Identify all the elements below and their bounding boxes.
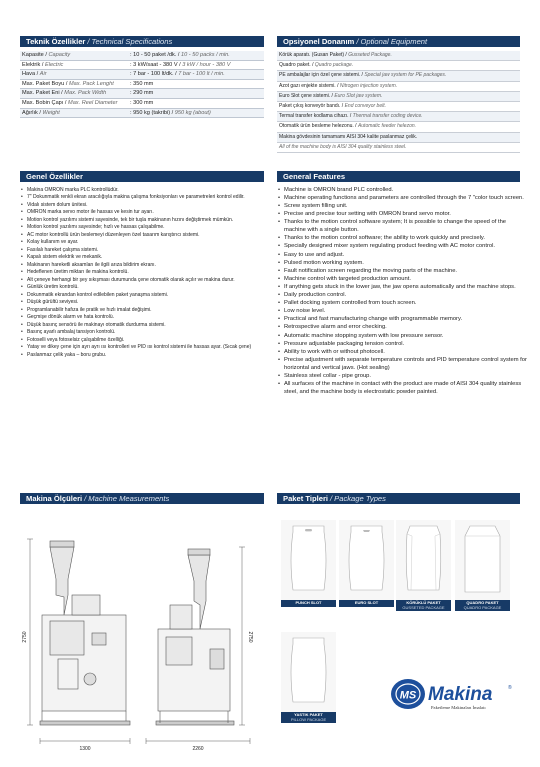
feature-item: • Fasılalı hareket çalışma sistemi. [20, 247, 264, 254]
feature-item: • Fault notification screen regarding the moving parts of the machine. [277, 268, 527, 276]
dims-title-tr: Makina Ölçüleri [26, 494, 83, 503]
feature-item: • Paslanmaz çelik yaka – boru grubu. [20, 352, 264, 359]
optional-title-tr: Opsiyonel Donanım [283, 37, 355, 46]
spec-key: Elektrik / Electric [22, 61, 64, 68]
feature-item: • Low noise level. [277, 308, 527, 316]
feature-item: • Pressure adjustable packaging tension control. [277, 341, 527, 349]
dim-height-right: 2750 [247, 631, 253, 643]
feature-item: • Günlük üretim kontrolü. [20, 284, 264, 291]
feature-item: • Programlanabilir hafıza ile pratik ve hızlı imalat değişimi. [20, 307, 264, 314]
optional-item: Körük aparatı. (Gusan Paket) / Gusseted Package. [277, 51, 520, 61]
spec-key: Kapasite / Capacity [22, 52, 71, 58]
general-features-tr [20, 187, 264, 359]
logo-badge: MS [399, 689, 417, 702]
feature-item: • Basınç ayarlı ambalaj tansiyon kontrolü. [20, 329, 264, 336]
feature-item: • Machine operating functions and parameters are controlled through the 7 "color touch screen. [277, 195, 527, 203]
package-euro-slot [339, 520, 394, 607]
optional-item: Makina gövdesinin tamamamı AISI 304 kalite paslanmaz çelik. [277, 133, 520, 143]
feature-item: • Machine is OMRON brand PLC controlled. [277, 187, 527, 195]
feature-item: • Easy to use and adjust. [277, 252, 527, 260]
optional-item: Quadro paket. / Quadro package. [277, 61, 520, 71]
feature-item: • Specially designed mixer system regulating product feeding with AC motor control. [277, 243, 527, 251]
feature-item: • AC motor kontrollü ürün beslemeyi düzenleyen özel tasarım karıştırıcı sistemi. [20, 232, 264, 239]
feature-item: • Motion kontrol yazılımı sayesinde; hızlı ve hassas çalışabilme. [20, 224, 264, 231]
feature-item: • Yatay ve dikey çene için ayrı ayrı ısı kontrolleri ve PID ısı kontrol sistemi ile hassas ayar. (Sıcak çene) [20, 344, 264, 351]
package-label: QUADRO PAKET QUADRO PACKAGE [455, 600, 510, 611]
package-gusseted [396, 520, 451, 611]
spec-row [20, 80, 264, 90]
feature-item: • Geçmişe dönük alarm ve hata kontrolü. [20, 314, 264, 321]
optional-title-en: Optional Equipment [360, 37, 428, 46]
spec-key: Max. Bobin Çapı / Max. Reel Diameter [22, 99, 118, 106]
euro-slot-bag-icon [339, 520, 394, 600]
spec-value: : 290 mm [130, 90, 154, 97]
feature-item: • Daily production control. [277, 292, 527, 300]
optional-item: Otomatik ürün besleme helezonu. / Automatic feeder helezon. [277, 122, 520, 132]
feature-item: • All surfaces of the machine in contact with the product are made of AISI 304 quality stainless steel, and the machine body is electrostatic powder painted. [277, 381, 527, 397]
optional-equipment-header: Opsiyonel Donanım / Optional Equipment [277, 36, 520, 47]
spec-value: : 300 mm [130, 99, 154, 106]
quadro-bag-icon [455, 520, 510, 600]
feature-item: • Düşük gürültü seviyesi. [20, 299, 264, 306]
package-label: YASTIK PAKET PILLOW PACKAGE [281, 712, 336, 723]
spec-row [20, 109, 264, 119]
feature-item: • Machine control with targeted production amount. [277, 276, 527, 284]
package-types-header: Paket Tipleri / Package Types [277, 493, 520, 504]
package-pillow [281, 632, 336, 723]
feature-item: • Precise adjustment with separate temperature controls and PID temperature control system for horizontal and vertical jaws. (Hot sealing) [277, 357, 527, 373]
package-label: PUNCH SLOT [281, 600, 336, 607]
spec-value: : 350 mm [130, 80, 154, 87]
optional-item: Euro Slot çene sistemi. / Euro Slot jaw system. [277, 92, 520, 102]
general-tr-header [20, 171, 264, 182]
spec-value: : 3 kW/saat - 380 V / 3 kW / hour - 380 V [130, 61, 231, 68]
logo-reg: ® [508, 685, 512, 691]
tech-spec-title-en: Technical Specifications [91, 37, 173, 46]
logo-name: Makina [428, 684, 493, 705]
dim-width-left: 1300 [79, 746, 91, 752]
dim-height-left: 2750 [22, 631, 28, 643]
spec-row [20, 61, 264, 71]
spec-value: : 10 - 50 paket /dk. / 10 - 50 packs / min. [130, 52, 230, 58]
feature-item: • Kapalı sistem elektrik ve mekanik. [20, 254, 264, 261]
feature-item: • Vidalı sistem dolum ünitesi. [20, 202, 264, 209]
general-en-header [277, 171, 520, 182]
pillow-bag-icon [281, 632, 336, 712]
optional-list [277, 51, 520, 153]
spec-row [20, 70, 264, 80]
spec-value: : 7 bar - 100 lt/dk. / 7 bar - 100 lt / min. [130, 71, 225, 78]
dims-title-en: Machine Measurements [88, 494, 170, 503]
packages-title-tr: Paket Tipleri [283, 494, 329, 503]
feature-item: • If anything gets stuck in the lower jaw, the jaw opens automatically and the machine stops. [277, 284, 527, 292]
feature-item: • Automatic machine stopping system with low pressure sensor. [277, 333, 527, 341]
spec-value: : 950 kg (takribi) / 950 kg (about) [130, 109, 211, 116]
spec-key: Max. Paket Boyu / Max. Pack Lenght [22, 80, 114, 87]
optional-item: Termal transfer kodlama cihazı. / Thermal transfer coding device. [277, 112, 520, 122]
feature-item: • Düşük basınç sensörü ile makinayı otomatik durdurma sistemi. [20, 322, 264, 329]
machine-dims-header: Makina Ölçüleri / Machine Measurements [20, 493, 264, 504]
packages-title-en: Package Types [334, 494, 386, 503]
optional-item: PE ambalajlar için özel çene sistemi. / Special jaw system for PE packages. [277, 71, 520, 81]
feature-item: • Makinanın hareketli aksamları ile ilgili arıza bildirim ekranı. [20, 262, 264, 269]
package-label: EURO SLOT [339, 600, 394, 607]
optional-item: Azot gazı enjekte sistemi. / Nitrogen injection system. [277, 82, 520, 92]
spec-key: Ağırlık / Weight [22, 109, 60, 116]
feature-item: • Dokunmatik ekrandan kontrol edilebilen paket yanaşma sistemi. [20, 292, 264, 299]
spec-table [20, 51, 264, 118]
feature-item: • Pulsed motion working system. [277, 260, 527, 268]
feature-item: • Thanks to the motion control software; the ability to work quickly and precisely. [277, 235, 527, 243]
feature-item: • Kolay kullanım ve ayar. [20, 239, 264, 246]
spec-row [20, 51, 264, 61]
dim-width-right: 2260 [192, 746, 204, 752]
feature-item: • OMRON marka servo motor ile hassas ve kesin tur ayarı. [20, 209, 264, 216]
optional-item: Paket çıkış konveyör bandı. / End conveyor belt. [277, 102, 520, 112]
feature-item: • Motion kontrol yazılımı sistemi sayesinde, tek bir tuşla makinanın hızını değiştirmek mümkün. [20, 217, 264, 224]
package-label: KÖRÜKLÜ PAKET GUSSETED PACKAGE [396, 600, 451, 611]
feature-item: • Stainless steel collar - pipe group. [277, 373, 527, 381]
punch-slot-bag-icon [281, 520, 336, 600]
feature-item: • Thanks to the motion control software system; It is possible to change the speed of the machine with a single button. [277, 219, 527, 235]
gusseted-bag-icon [396, 520, 451, 600]
spec-row [20, 89, 264, 99]
feature-item: • Practical and fast manufacturing change with programmable memory. [277, 316, 527, 324]
machine-drawing [20, 509, 264, 759]
feature-item: • Makina OMRON marka PLC kontrollüdür. [20, 187, 264, 194]
makina-logo [388, 670, 518, 720]
spec-key: Hava / Air [22, 71, 47, 78]
feature-item: • Hedeflenen üretim miktarı ile makina kontrolü. [20, 269, 264, 276]
general-features-en [277, 187, 527, 397]
feature-item: • 7" Dokunmatik renkli ekran aracılığıyla makina çalışma fonksiyonları ve parametreleri kontrol edilir. [20, 194, 264, 201]
feature-item: • Pallet docking system controlled from touch screen. [277, 300, 527, 308]
general-tr-title: Genel Özellikler [26, 172, 83, 181]
feature-item: • Alt çeneye herhangi bir şey sıkışması durumunda çene otomatik olarak açılır ve makina durur. [20, 277, 264, 284]
logo-tagline: Paketleme Makinaları İmalatı [431, 705, 486, 710]
feature-item: • Ability to work with or without photocell. [277, 349, 527, 357]
package-punch-slot [281, 520, 336, 607]
feature-item: • Precise and precise tour setting with OMRON brand servo motor. [277, 211, 527, 219]
spec-key: Max. Paket Eni / Max. Pack Width [22, 90, 107, 97]
feature-item: • Retrospective alarm and error checking. [277, 324, 527, 332]
optional-item: All of the machine body is AISI 304 quality stainless steel. [277, 143, 520, 153]
tech-spec-title-tr: Teknik Özellikler [26, 37, 86, 46]
general-en-title: General Features [283, 172, 346, 181]
feature-item: • Screw system filling unit. [277, 203, 527, 211]
package-quadro [455, 520, 510, 611]
feature-item: • Fotoselli veya fotoselsiz çalışabilme özelliği. [20, 337, 264, 344]
spec-row [20, 99, 264, 109]
tech-spec-header: Teknik Özellikler / Technical Specifications [20, 36, 264, 47]
